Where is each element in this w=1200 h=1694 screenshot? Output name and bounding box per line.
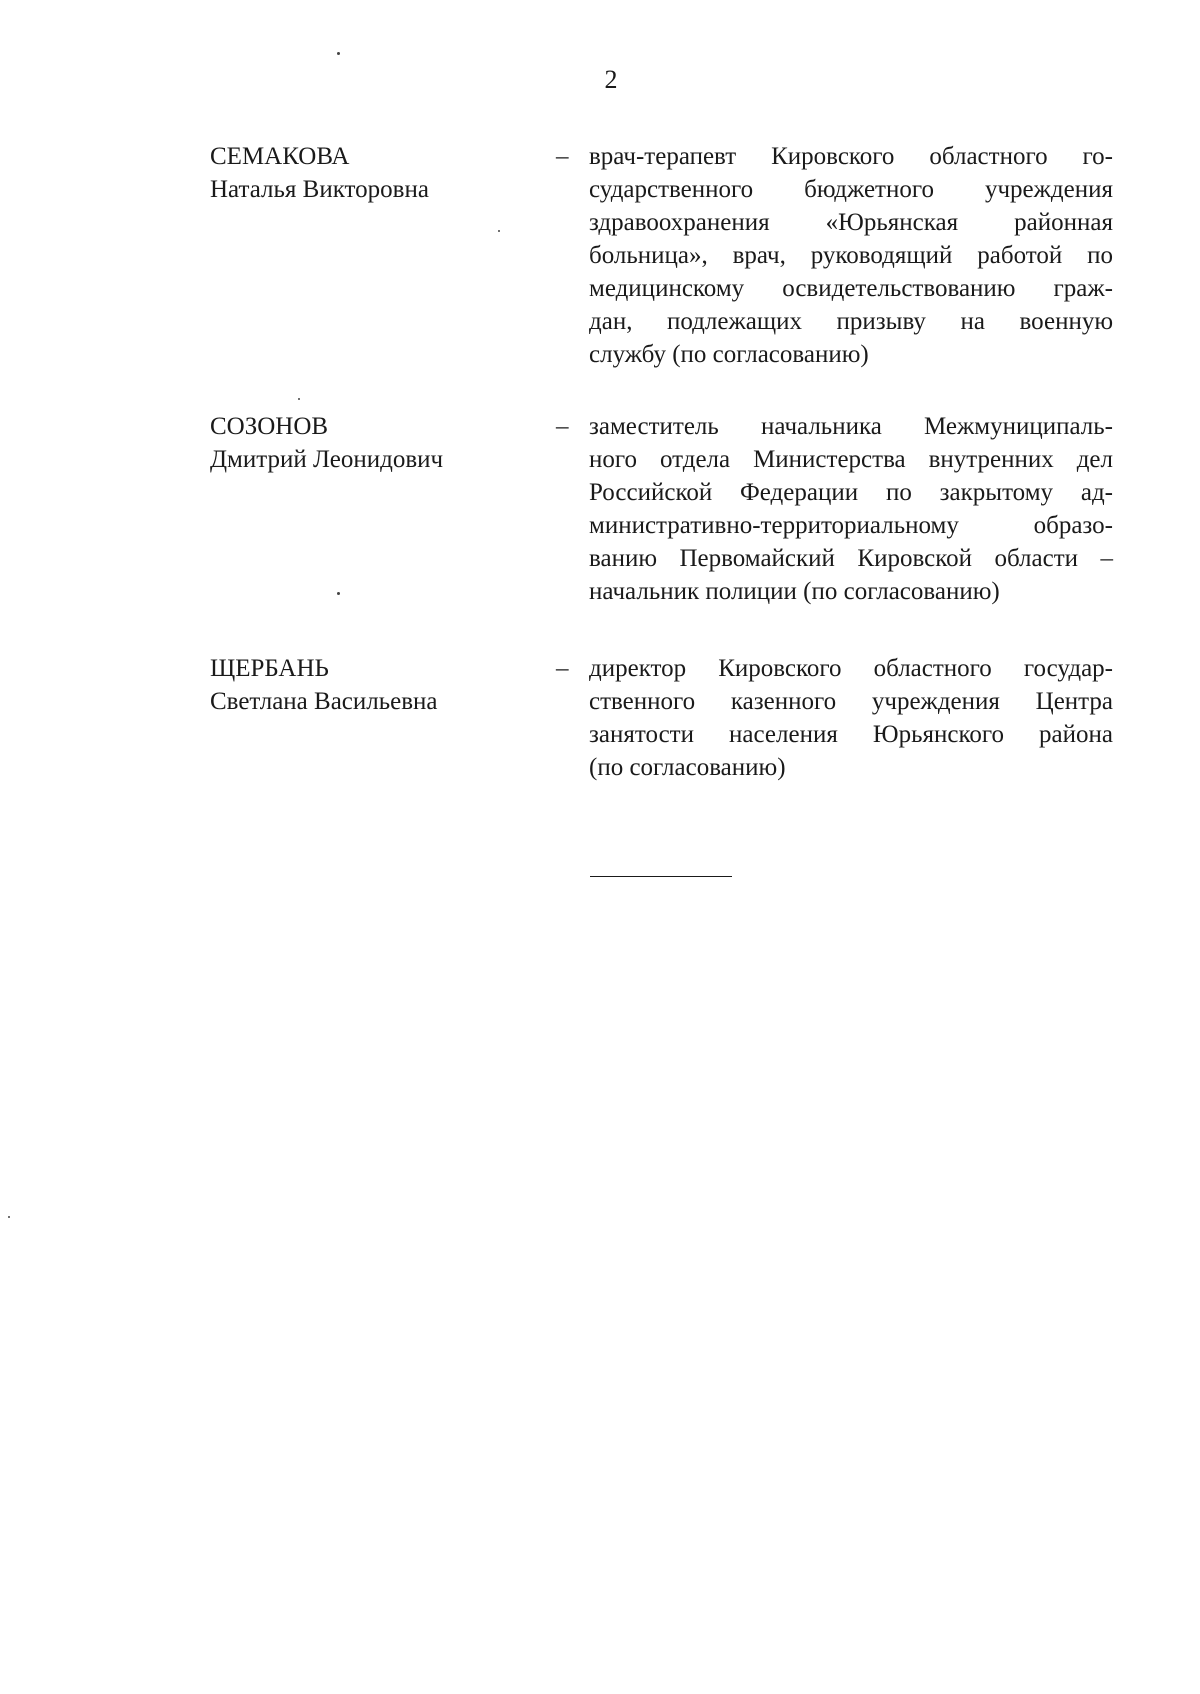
role-line: директор Кировского областного государ- [589,655,1113,682]
role-line: врач-терапевт Кировского областного го- [589,143,1113,170]
member-given-names: Светлана Васильевна [210,688,438,715]
member-role [589,140,1113,371]
role-line: заместитель начальника Межмуниципаль- [589,413,1113,440]
page-number: 2 [604,65,618,94]
member-given-names: Наталья Викторовна [210,176,429,203]
role-line: медицинскому освидетельствованию граж- [589,275,1113,302]
role-line: ного отдела Министерства внутренних дел [589,446,1113,473]
member-surname: СЕМАКОВА [210,143,350,170]
entry-dash: – [556,143,569,170]
scan-speck [298,398,300,400]
member-name [210,410,540,476]
member-name [210,652,540,718]
role-line: ственного казенного учреждения Центра [589,688,1113,715]
role-line: сударственного бюджетного учреждения [589,176,1113,203]
member-role [589,410,1113,608]
role-line: здравоохранения «Юрьянская районная [589,209,1113,236]
scan-speck [337,52,340,55]
role-line: министративно-территориальному образо- [589,512,1113,539]
role-line: начальник полиции (по согласованию) [589,578,1000,605]
role-line: (по согласованию) [589,754,786,781]
entry-dash: – [556,413,569,440]
member-role [589,652,1113,784]
scan-speck [337,592,340,595]
end-rule [590,876,732,877]
scan-speck [498,230,500,232]
role-line: службу (по согласованию) [589,341,869,368]
member-given-names: Дмитрий Леонидович [210,446,444,473]
member-surname: СОЗОНОВ [210,413,329,440]
scan-speck [8,1216,10,1218]
role-line: Российской Федерации по закрытому ад- [589,479,1113,506]
role-line: ванию Первомайский Кировской области – [589,545,1113,572]
member-name [210,140,540,206]
role-line: занятости населения Юрьянского района [589,721,1113,748]
member-surname: ЩЕРБАНЬ [210,655,329,682]
entry-dash: – [556,655,569,682]
role-line: больница», врач, руководящий работой по [589,242,1113,269]
role-line: дан, подлежащих призыву на военную [589,308,1113,335]
